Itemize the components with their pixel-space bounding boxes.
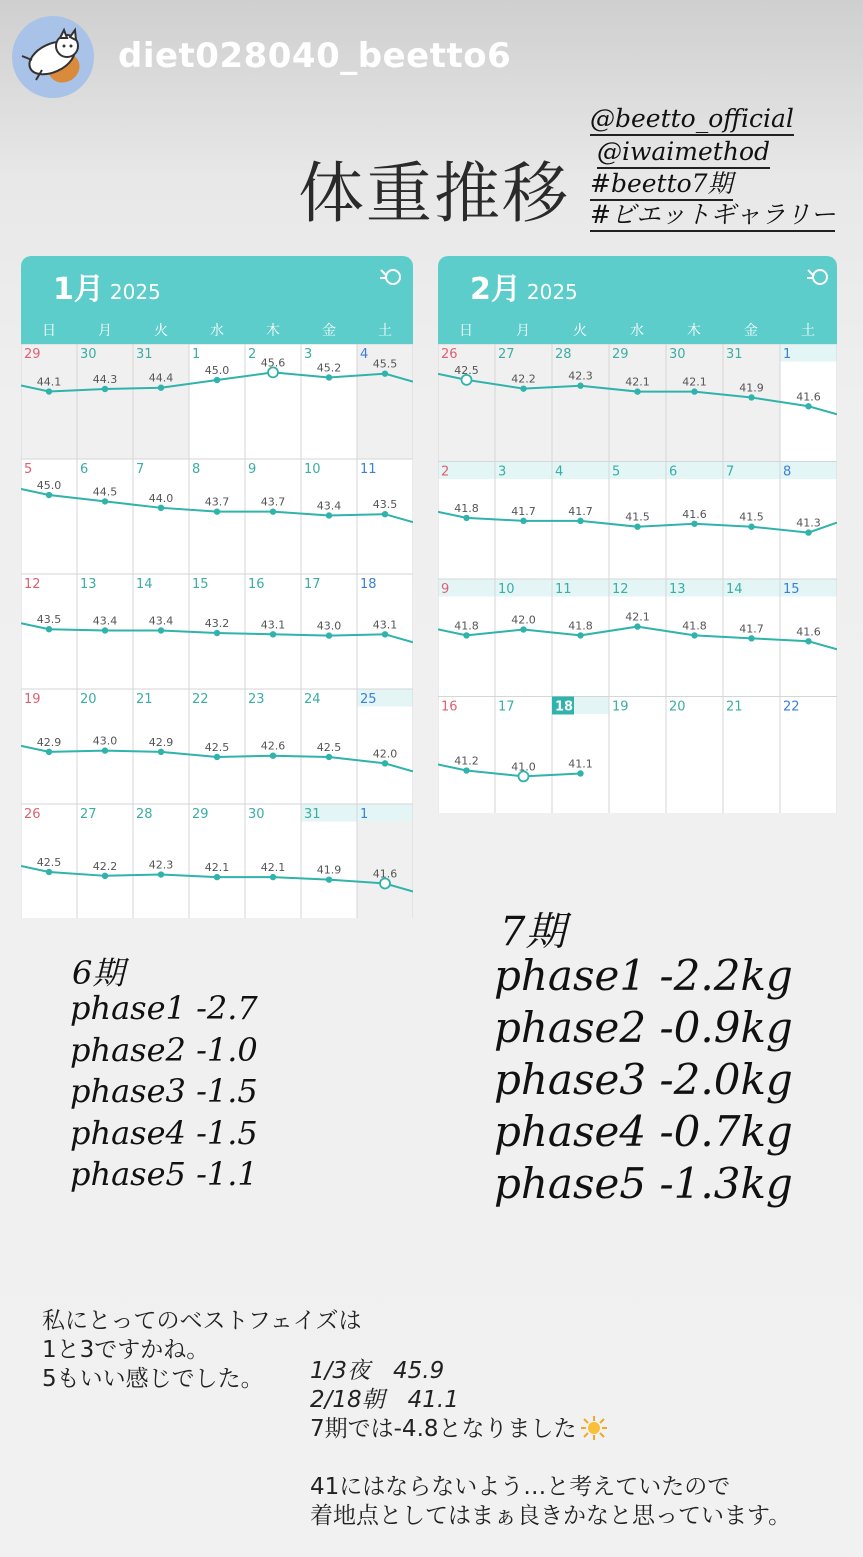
calendar-header xyxy=(21,256,413,316)
calendar-year: 2025 xyxy=(526,280,578,304)
weight-label: 42.1 xyxy=(204,861,230,875)
weight-label: 42.1 xyxy=(260,861,286,875)
weight-point xyxy=(214,754,220,760)
weekday-header xyxy=(21,316,413,344)
weight-label: 43.7 xyxy=(204,495,230,509)
day-number: 15 xyxy=(783,582,800,597)
phase6-item: phase1 -2.7 xyxy=(70,989,258,1027)
message-line xyxy=(310,1415,791,1444)
phase7-item: phase2 -0.9kg xyxy=(494,1003,793,1052)
phase7-list xyxy=(494,950,793,1210)
weight-label: 41.8 xyxy=(682,619,707,633)
weight-label: 43.0 xyxy=(316,619,342,633)
phase7-item: phase3 -2.0kg xyxy=(494,1055,793,1104)
day-number: 13 xyxy=(80,577,97,592)
weight-point xyxy=(270,753,276,759)
weekday-wed: 水 xyxy=(210,323,224,339)
day-number: 31 xyxy=(136,347,153,362)
tag-beetto-official[interactable]: @beetto_official xyxy=(590,104,794,136)
weight-point xyxy=(463,515,469,521)
phase7-item: phase1 -2.2kg xyxy=(494,951,793,1000)
weight-label: 44.0 xyxy=(148,491,174,505)
day-number: 26 xyxy=(441,347,458,362)
page-title: 体重推移 xyxy=(298,155,570,232)
day-number: 12 xyxy=(612,582,629,597)
day-number: 6 xyxy=(669,464,678,480)
calendar-year: 2025 xyxy=(109,280,161,304)
tag-iwaimethod[interactable]: @iwaimethod xyxy=(597,137,770,169)
weight-point xyxy=(634,524,640,530)
day-number: 10 xyxy=(304,462,321,477)
weight-point xyxy=(520,626,526,632)
weight-point xyxy=(326,632,332,638)
phase7-item: phase4 -0.7kg xyxy=(494,1107,793,1156)
weight-point xyxy=(158,627,164,633)
weight-label: 43.5 xyxy=(36,613,62,627)
weight-label: 42.1 xyxy=(682,375,707,389)
day-number: 11 xyxy=(555,582,572,597)
day-number: 20 xyxy=(669,699,686,715)
weight-label: 41.7 xyxy=(568,504,593,518)
weekday-mon: 月 xyxy=(98,323,112,339)
weight-point xyxy=(382,631,388,637)
weight-point xyxy=(102,386,108,392)
weight-point xyxy=(382,370,388,376)
day-number: 2 xyxy=(248,347,257,362)
day-number: 22 xyxy=(192,692,209,707)
day-number: 4 xyxy=(360,347,369,362)
weekday-thu: 木 xyxy=(687,323,701,339)
weight-label: 42.5 xyxy=(204,740,230,754)
day-number: 17 xyxy=(304,577,321,592)
day-number: 4 xyxy=(555,464,564,480)
phase6-item: phase3 -1.5 xyxy=(70,1072,258,1110)
day-number: 12 xyxy=(24,577,41,592)
phase6-list xyxy=(70,988,258,1196)
weight-point xyxy=(805,403,811,409)
day-number: 14 xyxy=(136,577,153,592)
weight-point xyxy=(158,871,164,877)
day-number: 27 xyxy=(498,347,515,362)
tag-gallery[interactable]: #ビエットギャラリー xyxy=(590,200,835,232)
day-number: 17 xyxy=(498,699,515,715)
day-number: 21 xyxy=(726,699,743,715)
phase7-heading: 7期 xyxy=(500,909,566,955)
day-number: 6 xyxy=(80,462,89,477)
weight-point xyxy=(805,529,811,535)
weekday-sun: 日 xyxy=(459,323,473,339)
weight-label: 41.9 xyxy=(316,863,342,877)
weight-point xyxy=(463,767,469,773)
calendar-header xyxy=(438,256,837,316)
weight-label: 41.8 xyxy=(454,619,479,633)
day-number: 16 xyxy=(441,699,458,715)
weight-label: 41.1 xyxy=(568,757,593,771)
weight-point xyxy=(577,518,583,524)
weight-point xyxy=(46,388,52,394)
weight-point xyxy=(577,383,583,389)
day-number: 7 xyxy=(726,464,735,480)
sun-icon xyxy=(579,1415,609,1441)
message-line: 2/18朝 41.1 xyxy=(310,1387,459,1413)
weight-label: 45.6 xyxy=(260,356,286,370)
day-number: 31 xyxy=(726,347,743,362)
weight-label: 45.2 xyxy=(316,361,342,375)
weekday-mon: 月 xyxy=(516,323,530,339)
weight-label: 43.7 xyxy=(260,495,286,509)
calendar-month: 1月 xyxy=(53,272,104,307)
weekday-fri: 金 xyxy=(322,323,336,339)
weekday-header xyxy=(438,316,837,344)
weight-label: 44.5 xyxy=(92,485,118,499)
message-line: 着地点としてはまぁ良きかなと思っています。 xyxy=(310,1503,792,1529)
weight-point xyxy=(691,632,697,638)
day-number: 29 xyxy=(192,807,209,822)
day-number: 19 xyxy=(612,699,629,715)
weight-point xyxy=(382,511,388,517)
username[interactable]: diet028040_beetto6 xyxy=(118,36,512,76)
day-number: 13 xyxy=(669,582,686,597)
day-number: 30 xyxy=(248,807,265,822)
weight-label: 41.0 xyxy=(511,760,536,774)
weight-point xyxy=(691,521,697,527)
weight-label: 41.6 xyxy=(796,625,821,639)
weight-label: 43.4 xyxy=(148,614,174,628)
phase6-item: phase2 -1.0 xyxy=(70,1030,258,1069)
day-number: 11 xyxy=(360,462,377,477)
day-number: 1 xyxy=(783,347,792,362)
day-number: 24 xyxy=(304,692,321,707)
weight-point xyxy=(102,747,108,753)
weight-point xyxy=(270,874,276,880)
calendar-grid xyxy=(438,344,837,813)
weight-point xyxy=(270,631,276,637)
weight-label: 41.8 xyxy=(454,501,479,515)
day-number: 29 xyxy=(24,347,41,362)
weight-point xyxy=(326,876,332,882)
weight-label: 42.0 xyxy=(511,613,536,627)
weight-point xyxy=(46,626,52,632)
weight-label: 41.5 xyxy=(739,510,764,524)
weight-label: 43.4 xyxy=(92,614,118,628)
weight-point xyxy=(520,518,526,524)
message-line: 41にはならないよう…と考えていたので xyxy=(310,1474,731,1500)
weight-point xyxy=(748,524,754,530)
weight-label: 42.5 xyxy=(316,740,342,754)
weight-label: 43.5 xyxy=(372,498,398,512)
day-number: 7 xyxy=(136,462,145,477)
day-number: 25 xyxy=(360,692,377,707)
weight-point xyxy=(326,512,332,518)
day-number: 18 xyxy=(360,577,377,592)
day-number: 16 xyxy=(248,577,265,592)
day-number: 30 xyxy=(80,347,97,362)
weight-label: 44.1 xyxy=(36,375,62,389)
weight-label: 42.1 xyxy=(625,610,650,624)
weight-point xyxy=(748,394,754,400)
weight-point xyxy=(805,638,811,644)
weight-label: 42.1 xyxy=(625,375,650,389)
day-number: 22 xyxy=(783,699,800,715)
message-line: 1/3夜 45.9 xyxy=(310,1358,445,1384)
weight-point xyxy=(520,385,526,391)
day-number: 19 xyxy=(24,692,41,707)
weight-point xyxy=(46,749,52,755)
weight-label: 41.7 xyxy=(739,622,764,636)
weight-point xyxy=(102,873,108,879)
weekday-sun: 日 xyxy=(42,323,56,339)
day-number: 23 xyxy=(248,692,265,707)
weight-point xyxy=(634,623,640,629)
weight-label: 41.9 xyxy=(739,381,764,395)
weight-label: 42.5 xyxy=(454,363,479,377)
weight-point xyxy=(214,377,220,383)
weight-point xyxy=(214,874,220,880)
day-number: 8 xyxy=(783,464,792,480)
day-number: 15 xyxy=(192,577,209,592)
weight-point xyxy=(214,508,220,514)
day-number: 29 xyxy=(612,347,629,362)
weight-point xyxy=(326,374,332,380)
weight-label: 43.4 xyxy=(316,499,342,513)
weight-label: 42.3 xyxy=(148,858,174,872)
weight-point xyxy=(691,388,697,394)
weekday-sat: 土 xyxy=(378,323,392,339)
message-blank xyxy=(310,1444,791,1473)
weight-label: 41.6 xyxy=(372,867,398,881)
weight-label: 42.0 xyxy=(372,747,398,761)
day-number: 28 xyxy=(555,347,572,362)
weight-label: 43.1 xyxy=(260,618,286,632)
day-number: 1 xyxy=(192,347,201,362)
weight-label: 42.2 xyxy=(92,859,118,873)
day-number: 28 xyxy=(136,807,153,822)
day-number: 1 xyxy=(360,807,369,822)
weight-label: 42.9 xyxy=(36,735,62,749)
weight-label: 42.5 xyxy=(36,855,62,869)
weight-point xyxy=(214,630,220,636)
message-line: 1と3ですかね。 xyxy=(42,1337,210,1363)
day-number: 14 xyxy=(726,582,743,597)
day-number: 26 xyxy=(24,807,41,822)
scale-icon[interactable] xyxy=(377,264,405,288)
weight-label: 45.0 xyxy=(36,479,62,493)
phase6-item: phase5 -1.1 xyxy=(70,1155,258,1193)
weight-point xyxy=(326,754,332,760)
weight-label: 45.5 xyxy=(372,357,398,371)
day-number: 20 xyxy=(80,692,97,707)
phase7-item: phase5 -1.3kg xyxy=(494,1159,793,1208)
message-text: 7期では-4.8となりました xyxy=(310,1416,577,1442)
weight-label: 43.0 xyxy=(92,734,118,748)
weight-point xyxy=(158,505,164,511)
day-number: 8 xyxy=(192,462,201,477)
weight-label: 44.3 xyxy=(92,372,118,386)
weekday-wed: 水 xyxy=(630,323,644,339)
weight-label: 44.4 xyxy=(148,371,174,385)
weight-point xyxy=(158,385,164,391)
weekday-sat: 土 xyxy=(801,323,815,339)
weekday-fri: 金 xyxy=(744,323,758,339)
weight-point xyxy=(102,498,108,504)
weight-point xyxy=(158,749,164,755)
day-number: 9 xyxy=(441,582,450,597)
day-number: 9 xyxy=(248,462,257,477)
weekday-tue: 火 xyxy=(573,323,587,339)
weight-label: 41.2 xyxy=(454,754,479,768)
weekday-thu: 木 xyxy=(266,323,280,339)
weight-label: 41.8 xyxy=(568,619,593,633)
weight-point xyxy=(748,635,754,641)
weight-label: 41.6 xyxy=(796,390,821,404)
weight-point xyxy=(46,492,52,498)
day-number: 3 xyxy=(304,347,313,362)
weight-point xyxy=(102,627,108,633)
weight-point xyxy=(577,632,583,638)
weight-point xyxy=(46,869,52,875)
weight-label: 45.0 xyxy=(204,364,230,378)
weight-label: 42.3 xyxy=(568,369,593,383)
day-number: 5 xyxy=(612,464,621,480)
cat-avatar-icon[interactable] xyxy=(12,16,94,98)
message-line: 5もいい感じでした。 xyxy=(42,1366,264,1392)
day-number: 5 xyxy=(24,462,33,477)
weight-label: 43.2 xyxy=(204,617,230,631)
weight-label: 43.1 xyxy=(372,618,398,632)
tag-beetto7[interactable]: #beetto7期 xyxy=(590,169,733,201)
weight-label: 41.5 xyxy=(625,510,650,524)
weight-label: 42.2 xyxy=(511,372,536,386)
calendar-grid xyxy=(21,344,413,918)
day-number: 3 xyxy=(498,464,507,480)
weight-label: 42.9 xyxy=(148,735,174,749)
day-number: 18 xyxy=(555,699,574,715)
scale-icon[interactable] xyxy=(804,264,832,288)
day-number: 2 xyxy=(441,464,450,480)
weight-label: 42.6 xyxy=(260,739,286,753)
weight-label: 41.6 xyxy=(682,507,707,521)
message-right xyxy=(310,1357,791,1531)
weight-point xyxy=(463,632,469,638)
day-number: 21 xyxy=(136,692,153,707)
day-number: 30 xyxy=(669,347,686,362)
calendar-january xyxy=(21,256,413,918)
weight-point xyxy=(577,770,583,776)
message-line: 私にとってのベストフェイズは xyxy=(42,1308,362,1334)
weight-point xyxy=(382,760,388,766)
weekday-tue: 火 xyxy=(154,323,168,339)
day-number: 10 xyxy=(498,582,515,597)
weight-point xyxy=(634,388,640,394)
day-number: 31 xyxy=(304,807,321,822)
weight-label: 41.7 xyxy=(511,504,536,518)
phase6-item: phase4 -1.5 xyxy=(70,1113,258,1152)
day-number: 27 xyxy=(80,807,97,822)
calendar-month: 2月 xyxy=(470,272,521,307)
phase6-heading: 6期 xyxy=(72,954,125,992)
calendar-february xyxy=(438,256,837,813)
weight-label: 41.3 xyxy=(796,516,821,530)
weight-point xyxy=(270,508,276,514)
